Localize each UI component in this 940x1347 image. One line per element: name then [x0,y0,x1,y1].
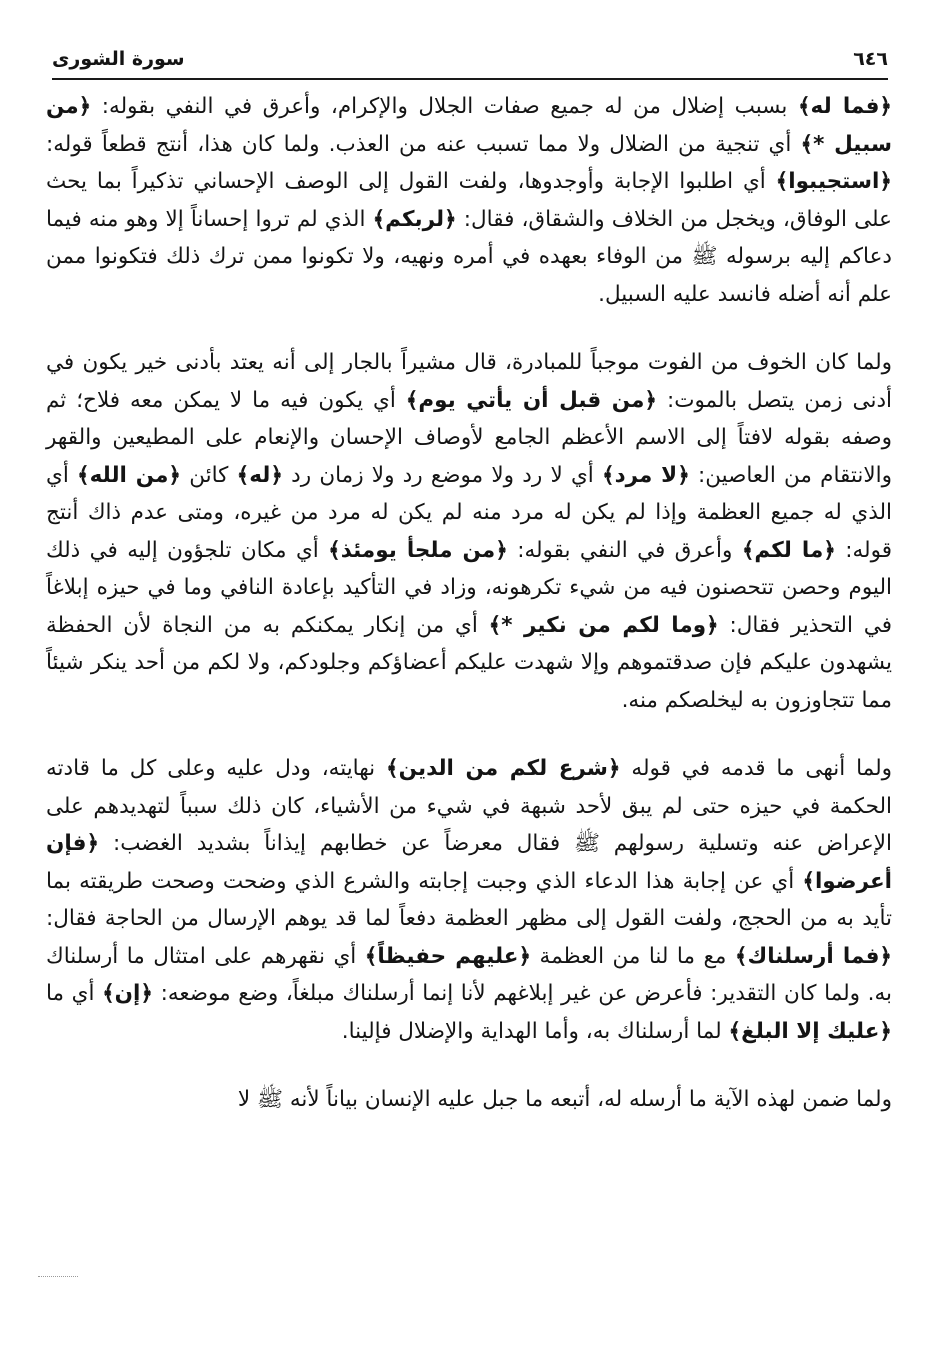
text-segment: أي الذي له جميع العظمة وإذا لم يكن له مرد منه لم يكن له مرد من غيره، ومتى عدم ذاك أنتج قوله: [46,462,892,563]
paragraph [46,344,892,719]
quran-quote: ﴿استجيبوا﴾ [775,169,892,194]
text-segment: كائن [181,462,237,488]
quran-quote: ﴿لربكم﴾ [372,206,457,232]
paragraph [46,88,892,313]
quran-quote: ﴿إن﴾ [102,981,153,1006]
quran-quote: ﴿شرع لكم من الدين﴾ [386,756,621,781]
text-segment: ولما أنهى ما قدمه في قوله [620,756,893,781]
paragraph [46,750,892,1050]
quran-quote: ﴿فما أرسلناك﴾ [734,943,893,969]
page-header [52,44,888,80]
text-segment: ولما ضمن لهذه الآية ما أرسله له، أتبعه ما جبل عليه الإنسان بياناً لأنه ﷺ لا [237,1087,892,1112]
page-number: ٦٤٦ [853,48,888,70]
text-segment: أي عن إجابة هذا الدعاء الذي وجبت إجابته والشرع الذي وضحت وصحت طريقته بما تأيد به من الحجج، ولفت القول إلى مظهر العظمة دفعاً لما قد يوهم الإرسال من الحاجة فقال: [46,868,892,931]
quran-quote: ﴿فما له﴾ [797,94,893,119]
quran-quote: ﴿من سبيل *﴾ [46,94,893,157]
text-segment: الذي لم تروا إحساناً إلا وهو منه فيما دعاكم إليه برسوله ﷺ من الوفاء بعهده في أمره ونهيه، ولا تكونوا ممن ترك ذلك فتكونوا ممن علم أنه أضله فانسد عليه السبيل. [46,206,892,307]
text-segment: وأعرق في النفي بقوله: [507,537,742,563]
quran-quote: ﴿له﴾ [236,462,283,488]
text-segment: أي يكون فيه ما لا يمكن معه فلاح؛ ثم وصفه بقوله لافتاً إلى الاسم الأعظم الجامع لأوصاف الإحسان والإنعام على المطيعين والقهر والانتقام من العاصين: [46,387,892,488]
text-segment: أي من إنكار يمكنكم به من النجاة لأن الحفظة يشهدون عليكم فإن صدقتموهم وإلا شهدت عليكم أعضاؤكم وجلودكم، ولا لكم من أحد ينكر شيئاً مما تتجاوزون به ليخلصكم منه. [46,612,892,713]
quran-quote: ﴿ما لكم﴾ [741,537,836,563]
text-segment: أي تنجية من الضلال ولا مما تسبب عنه من العذب. ولما كان هذا، أنتج قطعاً قوله: [46,131,801,157]
text-segment: أي ما [46,981,103,1006]
text-segment: أي اطلبوا الإجابة وأوجدوها، ولفت القول إلى الوصف الإحساني تذكيراً بما يحث على الوفاق، ويخجل من الخلاف والشقاق، فقال: [46,169,893,232]
text-segment: مع ما لنا من العظمة [531,943,735,969]
quran-quote: ﴿لا مرد﴾ [601,462,690,488]
text-segment: لما أرسلناك به، وأما الهداية والإضلال فإلينا. [341,1018,729,1044]
text-segment: أي نقهرهم على امتثال ما أرسلناك به. ولما كان التقدير: فأعرض عن غير إبلاغهم لأنا إنما أرسلناك مبلغاً، وضع موضعه: [46,943,892,1006]
paragraph [46,1081,892,1119]
margin-dotted-line [38,1276,78,1277]
text-segment: ولما كان الخوف من الفوت موجباً للمبادرة، قال مشيراً بالجار إلى أنه يعتد بأدنى خير يكون في أدنى زمن يتصل بالموت: [46,350,892,413]
quran-quote: ﴿عليك إلا البلغ﴾ [728,1018,892,1044]
text-segment: أي لا رد ولا موضع رد ولا زمان رد [282,462,602,488]
text-segment: نهايته، ودل عليه وعلى كل ما قادته الحكمة في حيزه حتى لم يبق لأحد شبهة في شيء من الأشياء، كان ذلك سبباً لتهديدهم على الإعراض عنه وتسلية رسولهم ﷺ فقال معرضاً عن خطابهم إيذاناً بشديد الغضب: [46,756,892,856]
quran-quote: ﴿فإن أعرضوا﴾ [46,831,892,894]
surah-title: سورة الشورى [52,48,185,70]
quran-quote: ﴿عليهم حفيظاً﴾ [364,943,532,969]
text-segment: أي مكان تلجؤون إليه في ذلك اليوم وحصن تتحصنون فيه من شيء تكرهونه، وزاد في التأكيد بإعادة النافي وما في حيزه إبلاغاً في التحذير فقال: [46,537,892,638]
quran-quote: ﴿من ملجأ يومئذ﴾ [328,537,508,563]
text-segment: بسبب إضلال من له جميع صفات الجلال والإكرام، وأعرق في النفي بقوله: [91,94,798,119]
quran-quote: ﴿من قبل أن يأتي يوم﴾ [405,387,658,413]
quran-quote: ﴿وما لكم من نكير *﴾ [488,612,719,638]
commentary-text [46,88,892,1119]
quran-quote: ﴿من الله﴾ [77,462,182,488]
